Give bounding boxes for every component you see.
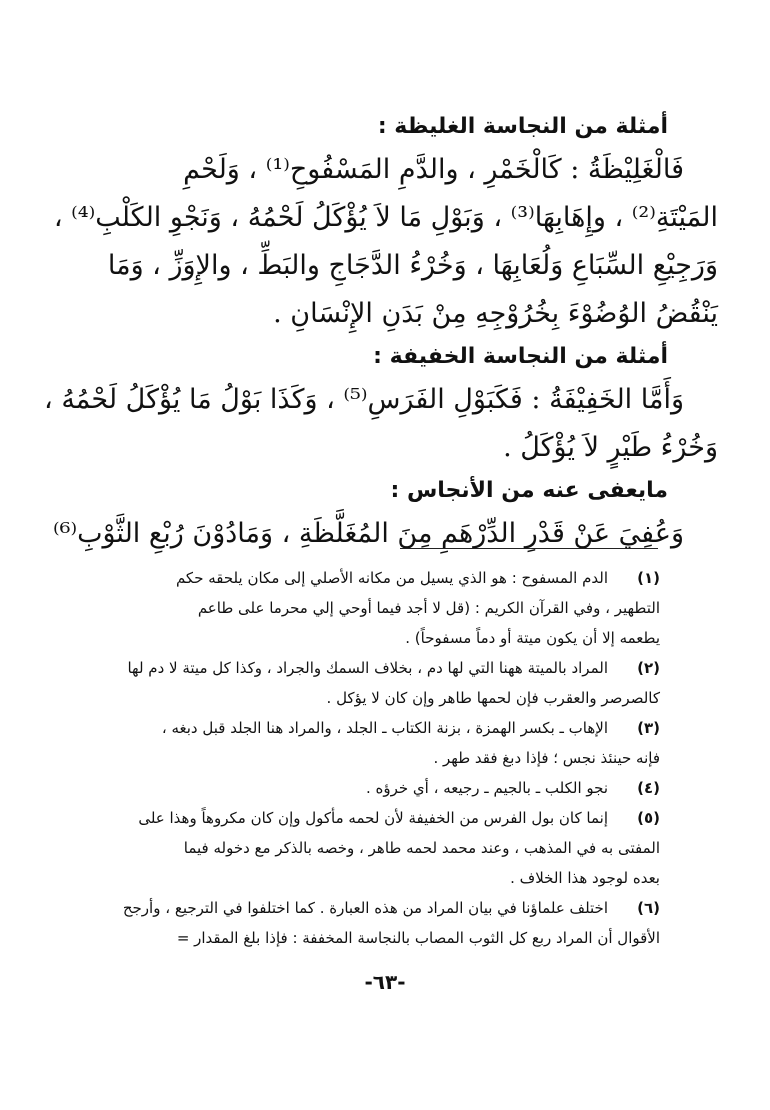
text-line: يَنْقُضُ الوُضُوْءَ بِخُرُوْجِهِ مِنْ بَدَنِ الإِنْسَانِ . (273, 298, 718, 329)
text-line: وَرَجِيْعِ السِّبَاعِ وَلُعَابِهَا ، وَخُرْءُ الدَّجَاجِ والبَطِّ ، والإِوَزِّ ، وَمَا (107, 250, 718, 281)
footnote-line: الأقوال أن المراد ربع كل الثوب المصاب بالنجاسة المخففة : فإذا بلغ المقدار = (176, 929, 660, 947)
page-number: -٦٣- (364, 970, 406, 994)
footnote-number: (٣) (637, 719, 660, 737)
footnote-5 (60, 803, 660, 893)
text-line: وَعُفِيَ عَنْ قَدْرِ الدِّرْهَمِ مِنَ المُغَلَّظَةِ ، وَمَادُوْنَ رُبْعِ الثَّوْبِ⁽⁶⁾ (52, 518, 684, 549)
footnote-line: التطهير ، وفي القرآن الكريم : (قل لا أجد فيما أوحي إلي محرما على طاعم (197, 599, 660, 617)
text-line: وَأَمَّا الخَفِيْفَةُ : فَكَبَوْلِ الفَرَسِ⁽⁵⁾ ، وَكَذَا بَوْلُ مَا يُؤْكَلُ لَحْمُهُ ، (44, 384, 684, 415)
footnote-number: (٢) (637, 659, 660, 677)
footnote-line: نجو الكلب ـ بالجيم ـ رجيعه ، أي خرؤه . (365, 779, 608, 797)
text-line: المَيْتَةِ⁽²⁾ ، وإِهَابِهَا⁽³⁾ ، وَبَوْلِ مَا لاَ يُؤْكَلُ لَحْمُهُ ، وَنَجْوِ الكَلْبِ⁽⁴⁾ ، (53, 202, 718, 233)
heading-excused-impurity: مايعفى عنه من الأنجاس : (390, 478, 668, 503)
footnote-line: الدم المسفوح : هو الذي يسيل من مكانه الأصلي إلى مكان يلحقه حكم (175, 569, 608, 587)
text-line: وَخُرْءُ طَيْرٍ لاَ يُؤْكَلُ . (503, 432, 718, 463)
footnote-number: (٥) (637, 809, 660, 827)
paragraph-excused-impurity (52, 510, 718, 558)
footnote-line: يطعمه إلا أن يكون ميتة أو دماً مسفوحاً) . (405, 629, 660, 647)
footnote-2 (60, 653, 660, 713)
footnote-number: (١) (637, 569, 660, 587)
heading-light-impurity: أمثلة من النجاسة الخفيفة : (373, 344, 668, 369)
heading-heavy-impurity: أمثلة من النجاسة الغليظة : (377, 114, 668, 139)
footnote-4 (60, 773, 660, 803)
footnote-line: المفتى به في المذهب ، وعند محمد لحمه طاهر ، وخصه بالذكر مع دخوله فيما (183, 839, 660, 857)
main-text (44, 108, 718, 558)
footnote-line: الإهاب ـ بكسر الهمزة ، بزنة الكتاب ـ الجلد ، والمراد هنا الجلد قبل دبغه ، (161, 719, 608, 737)
footnote-line: المراد بالميتة ههنا التي لها دم ، بخلاف السمك والجراد ، وكذا كل ميتة لا دم لها (127, 659, 608, 677)
footnote-number: (٦) (637, 899, 660, 917)
footnote-line: اختلف علماؤنا في بيان المراد من هذه العبارة . كما اختلفوا في الترجيع ، وأرجح (122, 899, 608, 917)
footnotes (60, 563, 660, 953)
footnote-number: (٤) (637, 779, 660, 797)
paragraph-heavy-impurity (53, 146, 718, 338)
footnote-line: كالصرصر والعقرب فإن لحمها طاهر وإن كان لا يؤكل . (326, 689, 660, 707)
footnote-divider (400, 548, 658, 549)
footnote-line: فإنه حينئذ نجس ؛ فإذا دبغ فقد طهر . (433, 749, 660, 767)
footnote-1 (60, 563, 660, 653)
footnote-line: إنما كان بول الفرس من الخفيفة لأن لحمه مأكول وإن كان مكروهاً وهذا على (138, 809, 608, 827)
footnote-6 (60, 893, 660, 953)
text-line: فَالْغَلِيْظَةُ : كَالْخَمْرِ ، والدَّمِ المَسْفُوحِ⁽¹⁾ ، وَلَحْمِ (183, 154, 684, 185)
footnote-3 (60, 713, 660, 773)
footnote-line: بعده لوجود هذا الخلاف . (510, 869, 660, 887)
paragraph-light-impurity (44, 376, 718, 472)
